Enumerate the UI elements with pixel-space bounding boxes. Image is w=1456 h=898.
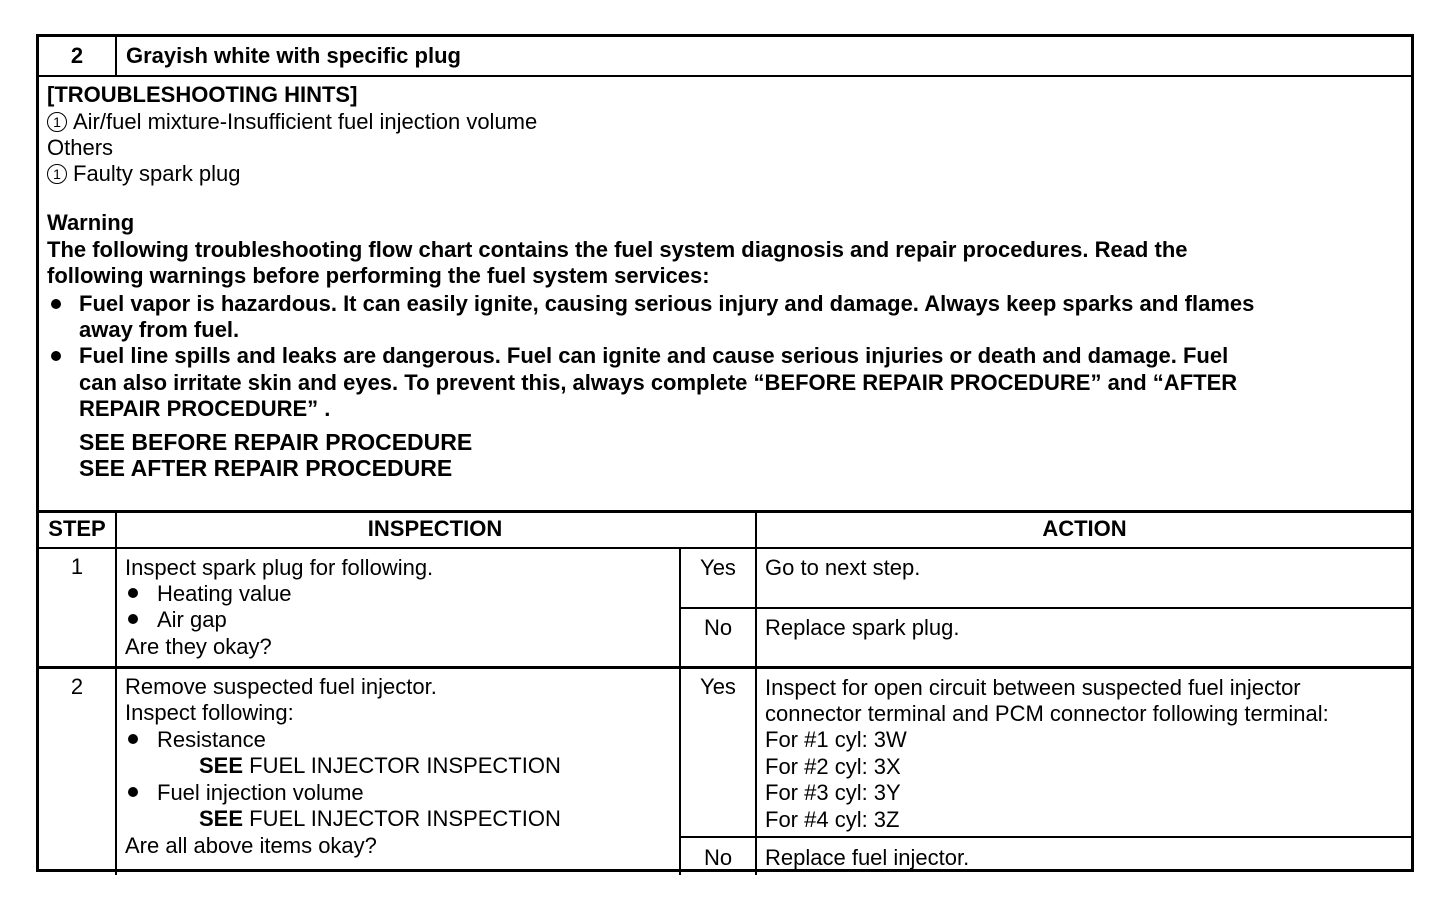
- bullet-icon: [51, 299, 61, 309]
- before-repair-link[interactable]: BEFORE REPAIR PROCEDURE: [131, 429, 473, 455]
- troubleshooting-document: [36, 34, 1414, 872]
- action-terminal: For #3 cyl: 3Y: [765, 780, 901, 805]
- inspection-bullet: Fuel injection volume: [157, 780, 364, 805]
- warning-heading: Warning: [47, 210, 135, 235]
- action-text: Replace fuel injector.: [765, 845, 970, 870]
- symptom-title: Grayish white with specific plug: [126, 43, 461, 68]
- yes-no-rule: [679, 607, 1411, 609]
- bullet-icon: [128, 614, 138, 624]
- inspection-bullet: Air gap: [157, 607, 227, 632]
- step-number: 1: [70, 554, 84, 579]
- hint-text: Faulty spark plug: [73, 161, 241, 186]
- symptom-number: 2: [70, 43, 84, 68]
- bullet-icon: [128, 787, 138, 797]
- see-reference: [199, 753, 561, 779]
- warning-bullet-text: can also irritate skin and eyes. To prevent this, always complete “BEFORE REPAIR PROCEDURE” and “AFTER: [79, 370, 1238, 395]
- action-text: Replace spark plug.: [765, 615, 960, 640]
- yes-label: Yes: [700, 555, 736, 580]
- warning-bullet-text: away from fuel.: [79, 317, 240, 342]
- row-rule: [39, 666, 1411, 669]
- inspection-text: Remove suspected fuel injector.: [125, 674, 437, 699]
- circled-number: 1: [47, 164, 67, 184]
- see-prefix: SEE: [199, 753, 244, 778]
- see-prefix: SEE: [79, 429, 126, 455]
- column-header-step: STEP: [48, 516, 106, 541]
- inspection-question: Are they okay?: [125, 634, 272, 659]
- action-terminal: For #1 cyl: 3W: [765, 727, 907, 752]
- see-reference: [79, 429, 472, 455]
- column-header-inspection: INSPECTION: [367, 516, 503, 541]
- after-repair-link[interactable]: AFTER REPAIR PROCEDURE: [130, 455, 453, 481]
- hint-item: [47, 161, 241, 187]
- inspection-text: Inspect following:: [125, 700, 294, 725]
- yes-no-rule: [679, 836, 1411, 838]
- see-prefix: SEE: [79, 455, 126, 481]
- action-text: Go to next step.: [765, 555, 921, 580]
- yesno-column-line: [679, 547, 681, 875]
- action-terminal: For #4 cyl: 3Z: [765, 807, 900, 832]
- bullet-icon: [128, 734, 138, 744]
- hints-others: Others: [47, 135, 114, 160]
- warning-bullet-text: REPAIR PROCEDURE” .: [79, 396, 331, 421]
- action-terminal: For #2 cyl: 3X: [765, 754, 901, 779]
- warning-intro: The following troubleshooting flow chart contains the fuel system diagnosis and repair procedures. Read the: [47, 237, 1188, 262]
- circled-number: 1: [47, 112, 67, 132]
- bullet-icon: [51, 351, 61, 361]
- action-column-line: [755, 510, 757, 875]
- bullet-icon: [128, 588, 138, 598]
- fuel-injector-inspection-link[interactable]: FUEL INJECTOR INSPECTION: [249, 806, 561, 831]
- table-top-rule: [39, 510, 1411, 513]
- no-label: No: [703, 845, 733, 870]
- hints-heading: [TROUBLESHOOTING HINTS]: [47, 82, 358, 107]
- warning-bullet-text: Fuel vapor is hazardous. It can easily ignite, causing serious injury and damage. Always keep sparks and flames: [79, 291, 1255, 316]
- see-prefix: SEE: [199, 806, 244, 831]
- action-text: Inspect for open circuit between suspected fuel injector: [765, 675, 1301, 700]
- inspection-bullet: Heating value: [157, 581, 292, 606]
- hint-text: Air/fuel mixture-Insufficient fuel injection volume: [73, 109, 538, 134]
- header-rule: [39, 75, 1411, 77]
- see-reference: [199, 806, 561, 832]
- action-text: connector terminal and PCM connector following terminal:: [765, 701, 1329, 726]
- header-divider: [115, 37, 117, 75]
- inspection-question: Are all above items okay?: [125, 833, 377, 858]
- step-number: 2: [70, 674, 84, 699]
- see-reference: [79, 455, 452, 481]
- hint-item: [47, 109, 537, 135]
- fuel-injector-inspection-link[interactable]: FUEL INJECTOR INSPECTION: [249, 753, 561, 778]
- warning-intro: following warnings before performing the fuel system services:: [47, 263, 710, 288]
- step-column-line: [115, 510, 117, 875]
- table-header-rule: [39, 547, 1411, 549]
- column-header-action: ACTION: [1042, 516, 1127, 541]
- no-label: No: [703, 615, 733, 640]
- yes-label: Yes: [700, 674, 736, 699]
- warning-bullet-text: Fuel line spills and leaks are dangerous. Fuel can ignite and cause serious injuries or death and damage. Fuel: [79, 343, 1229, 368]
- inspection-bullet: Resistance: [157, 727, 266, 752]
- inspection-text: Inspect spark plug for following.: [125, 555, 434, 580]
